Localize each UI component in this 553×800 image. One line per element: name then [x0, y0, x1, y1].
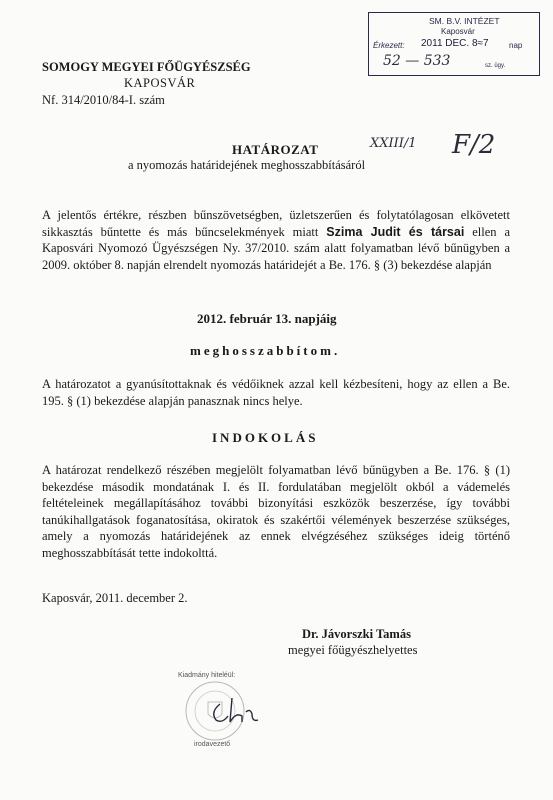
certification-label: Kiadmány hiteléül:	[178, 672, 236, 679]
received-stamp	[368, 12, 540, 76]
authority-name: SOMOGY MEGYEI FŐÜGYÉSZSÉG	[42, 60, 251, 74]
reference-number: Nf. 314/2010/84-I. szám	[42, 93, 165, 107]
stamp-institution: SM. B.V. INTÉZET	[429, 16, 500, 26]
authority-city: KAPOSVÁR	[124, 76, 196, 90]
certification-role: irodavezető	[194, 741, 231, 748]
decision-paragraph	[42, 207, 510, 273]
stamp-received-date: 2011 DEC. 8≈7	[421, 38, 489, 49]
extension-deadline: 2012. február 13. napjáig	[197, 311, 337, 326]
service-paragraph: A határozatot a gyanúsítottaknak és védőiknek azzal kell kézbesíteni, hogy az ellen a Be. 195. § (1) bekezdése alapján panasznak nincs helye.	[42, 377, 510, 408]
reasoning-title: INDOKOLÁS	[212, 430, 319, 445]
stamp-handwritten-number: 52 — 533	[383, 53, 451, 69]
handwritten-mark-right: F/2	[452, 130, 496, 160]
stamp-city: Kaposvár	[441, 27, 475, 36]
stamp-received-label: Érkezett:	[373, 41, 405, 50]
reasoning-paragraph: A határozat rendelkező részében megjelölt folyamatban lévő bűnügyben a Be. 176. § (1) bekezdése második mondatának I. és II. fordulatában megjelölt okból a vádemelés feltételeinek megállapításához további bizonyítási eszközök beszerzése, így további tanúkihallgatások foganatosítása, okiratok és szakértői vélemények beszerzése szükséges, amely a nyomozás határidejének az ennek elvégzéséhez szükséges ideig történő meghosszabbítását tette indokolttá.	[42, 463, 510, 560]
signatory-name: Dr. Jávorszki Tamás	[302, 627, 411, 641]
handwritten-mark-left: XXIII/1	[370, 136, 417, 151]
decision-text-end: ellen a Kaposvári Nyomozó Ügyészségen Ny. 37/2010. szám alatt folyamatban lévő bűnügyben a 2009. október 8. napján elrendelt nyomozás határidejét a Be. 176. § (3) bekezdése alapján	[42, 224, 510, 272]
decision-verb: meghosszabbítom.	[190, 343, 341, 358]
document-title: HATÁROZAT	[232, 142, 319, 157]
stamp-small-label: sz. ügy.	[485, 63, 506, 69]
defendant-name: Szima Judit és társai	[326, 224, 465, 239]
certifier-signature-icon	[206, 694, 266, 730]
stamp-nap-label: nap	[509, 41, 523, 50]
signatory-role: megyei főügyészhelyettes	[288, 643, 418, 657]
document-subtitle: a nyomozás határidejének meghosszabbításáról	[128, 158, 366, 172]
decision-text-start: A jelentős értékre, részben bűnszövetségben, üzletszerűen és folytatólagosan elkövetett sikkasztás bűntette és más bűncselekmények miatt	[42, 208, 510, 239]
place-and-date: Kaposvár, 2011. december 2.	[42, 591, 188, 605]
